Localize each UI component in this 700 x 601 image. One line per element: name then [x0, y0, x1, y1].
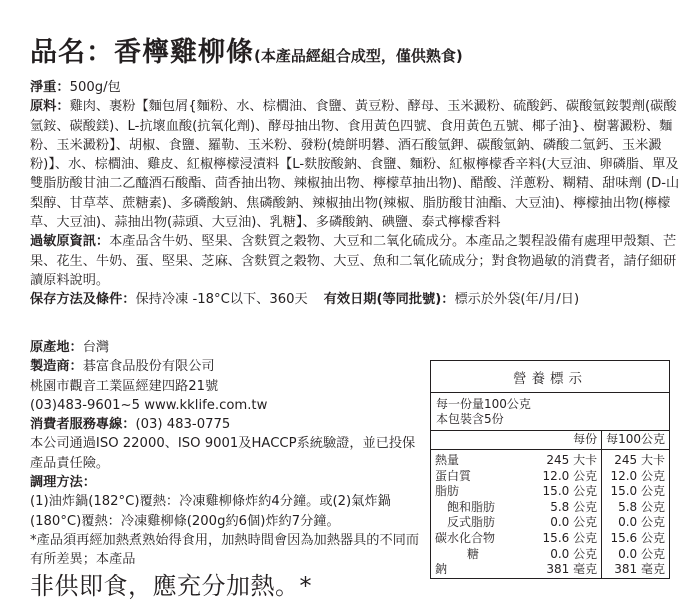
net-weight-label: 淨重： [30, 80, 70, 95]
service-line [30, 415, 422, 434]
service-value: (03) 483-0775 [135, 417, 231, 433]
certification: 本公司通過ISO 22000、ISO 9001及HACCP系統驗證，並已投保產品責任險。 [30, 436, 416, 471]
per-100g-value: 0.0 公克 [618, 546, 665, 561]
title-prefix: 品名： [30, 37, 114, 68]
title-note: (本產品經組合成型，僅供熟食) [254, 47, 463, 65]
maker-label: 製造商： [30, 359, 83, 375]
per-serving-value: 0.0 公克 [533, 515, 602, 531]
service-label: 消費者服務專線： [30, 417, 136, 433]
expiry-value: 標示於外袋(年/月/日) [454, 292, 580, 308]
storage-value: 保持冷凍 -18°C以下、360天 [135, 292, 308, 308]
per-serving-value: 5.8 公克 [533, 500, 602, 516]
cooking-method: (1)油炸鍋(182°C)覆熱：冷凍雞柳條炸約4分鐘。或(2)氣炸鍋(180°C)覆熱：冷凍雞柳條(200g約6個)炸約7分鐘。 [30, 494, 391, 529]
table-row [431, 484, 669, 500]
col-per-serving: 每份 [533, 431, 602, 450]
nutrient-name: 反式脂肪 [447, 515, 496, 530]
net-weight [30, 78, 680, 97]
maker-info [30, 338, 422, 601]
serving-size: 每一份量100公克 [436, 397, 531, 411]
expiry-label: 有效日期(等同批號)： [323, 292, 455, 308]
table-row [431, 469, 669, 485]
table-row [431, 500, 669, 516]
per-serving-value: 15.0 公克 [533, 484, 602, 500]
address: 桃園市觀音工業區經建四路21號 [30, 378, 219, 394]
nutrient-name: 飽和脂肪 [447, 499, 496, 514]
nutrient-name: 蛋白質 [435, 468, 472, 483]
title-name: 香檸雞柳條 [114, 37, 254, 68]
table-row [431, 515, 669, 531]
table-row [431, 547, 669, 563]
storage-label: 保存方法及條件： [30, 292, 136, 308]
ingredients [30, 97, 680, 232]
per-serving-value: 15.6 公克 [533, 531, 602, 547]
allergen-info [30, 232, 680, 290]
col-per-100g: 每100公克 [602, 431, 669, 450]
servings-per-pack: 本包裝含5份 [436, 412, 504, 426]
per-100g-value: 12.0 公克 [610, 468, 665, 483]
per-serving-value: 245 大卡 [533, 450, 602, 469]
nutrition-column-header [431, 431, 669, 450]
per-100g-value: 245 大卡 [614, 453, 665, 467]
ingredients-label: 原料： [30, 99, 70, 115]
nutrient-name: 鈉 [435, 562, 448, 577]
phone-website: (03)483-9601~5 www.kklife.com.tw [30, 397, 268, 413]
origin-value: 台灣 [82, 340, 110, 355]
table-row [431, 450, 669, 469]
nutrition-title: 營養標示 [431, 361, 669, 393]
nutrient-name: 熱量 [435, 453, 460, 467]
nutrient-name: 脂肪 [435, 484, 460, 499]
table-row [431, 531, 669, 547]
nutrition-rows [431, 431, 669, 578]
per-serving-value: 381 毫克 [533, 562, 602, 578]
nutrient-name: 糖 [467, 546, 480, 561]
cooking-heading: 調理方法： [30, 475, 96, 491]
origin-label: 原產地： [30, 340, 83, 355]
allergen-label: 過敏原資訊： [30, 234, 110, 250]
maker [30, 357, 422, 376]
per-100g-value: 5.8 公克 [618, 499, 665, 514]
per-100g-value: 15.6 公克 [610, 530, 665, 545]
per-100g-value: 15.0 公克 [610, 484, 665, 499]
net-weight-value: 500g/包 [69, 80, 121, 95]
nutrition-facts-table [430, 360, 670, 579]
table-row [431, 562, 669, 578]
per-100g-value: 0.0 公克 [618, 515, 665, 530]
per-serving-value: 12.0 公克 [533, 469, 602, 485]
maker-value: 碁富食品股份有限公司 [82, 359, 215, 375]
allergen-value: 本產品含牛奶、堅果、含麩質之穀物、大豆和二氧化硫成分。本產品之製程設備有處理甲殼類、芒果、花生、牛奶、蛋、堅果、芝麻、含麩質之穀物、大豆、魚和二氧化硫成分；對食物過敏的消費者，請仔細研讀原料說明。 [30, 234, 677, 288]
label-body [30, 78, 680, 310]
remark: *產品須再經加熱煮熟始得食用，加熱時間會因為加熱器具的不同而有所差異；本產品 [30, 532, 420, 568]
storage-expiry [30, 290, 680, 309]
per-serving-value: 0.0 公克 [533, 547, 602, 563]
not-ready-to-eat-note: 非供即食，應充分加熱。* [30, 571, 312, 600]
ingredients-value: 雞肉、裹粉【麵包屑{麵粉、水、棕櫚油、食鹽、黃豆粉、酵母、玉米澱粉、硫酸鈣、碳酸氫銨製劑(碳酸氫銨、碳酸鎂)、L-抗壞血酸(抗氧化劑)、酵母抽出物、食用黃色四號、食用黃色五號、椰子油}、樹薯澱粉、麵粉、玉米澱粉】、胡椒、食鹽、羅勒、玉米粉、發粉(燒餅明礬、酒石酸氫鉀、碳酸氫鈉、磷酸二氫鈣、玉米澱粉)】、水、棕櫚油、雞皮、紅椒檸檬浸漬料【L-麩胺酸鈉、食鹽、麵粉、紅椒檸檬香辛料(大豆油、卵磷脂、單及雙脂肪酸甘油二乙醯酒石酸酯、茴香抽出物、辣椒抽出物、檸檬草抽出物)、醋酸、洋蔥粉、糊精、甜味劑 (D-山梨醇、甘草萃、蔗糖素)、多磷酸鈉、焦磷酸鈉、辣椒抽出物(辣椒、脂肪酸甘油酯、大豆油)、檸檬抽出物(檸檬草、大豆油)、蒜抽出物(蒜頭、大豆油)、乳糖】、多磷酸鈉、碘鹽、泰式檸檬香料 [30, 99, 680, 231]
serving-info [431, 393, 669, 431]
origin [30, 338, 422, 357]
per-100g-value: 381 毫克 [614, 562, 665, 577]
product-title [30, 30, 680, 69]
nutrient-name: 碳水化合物 [435, 530, 496, 545]
